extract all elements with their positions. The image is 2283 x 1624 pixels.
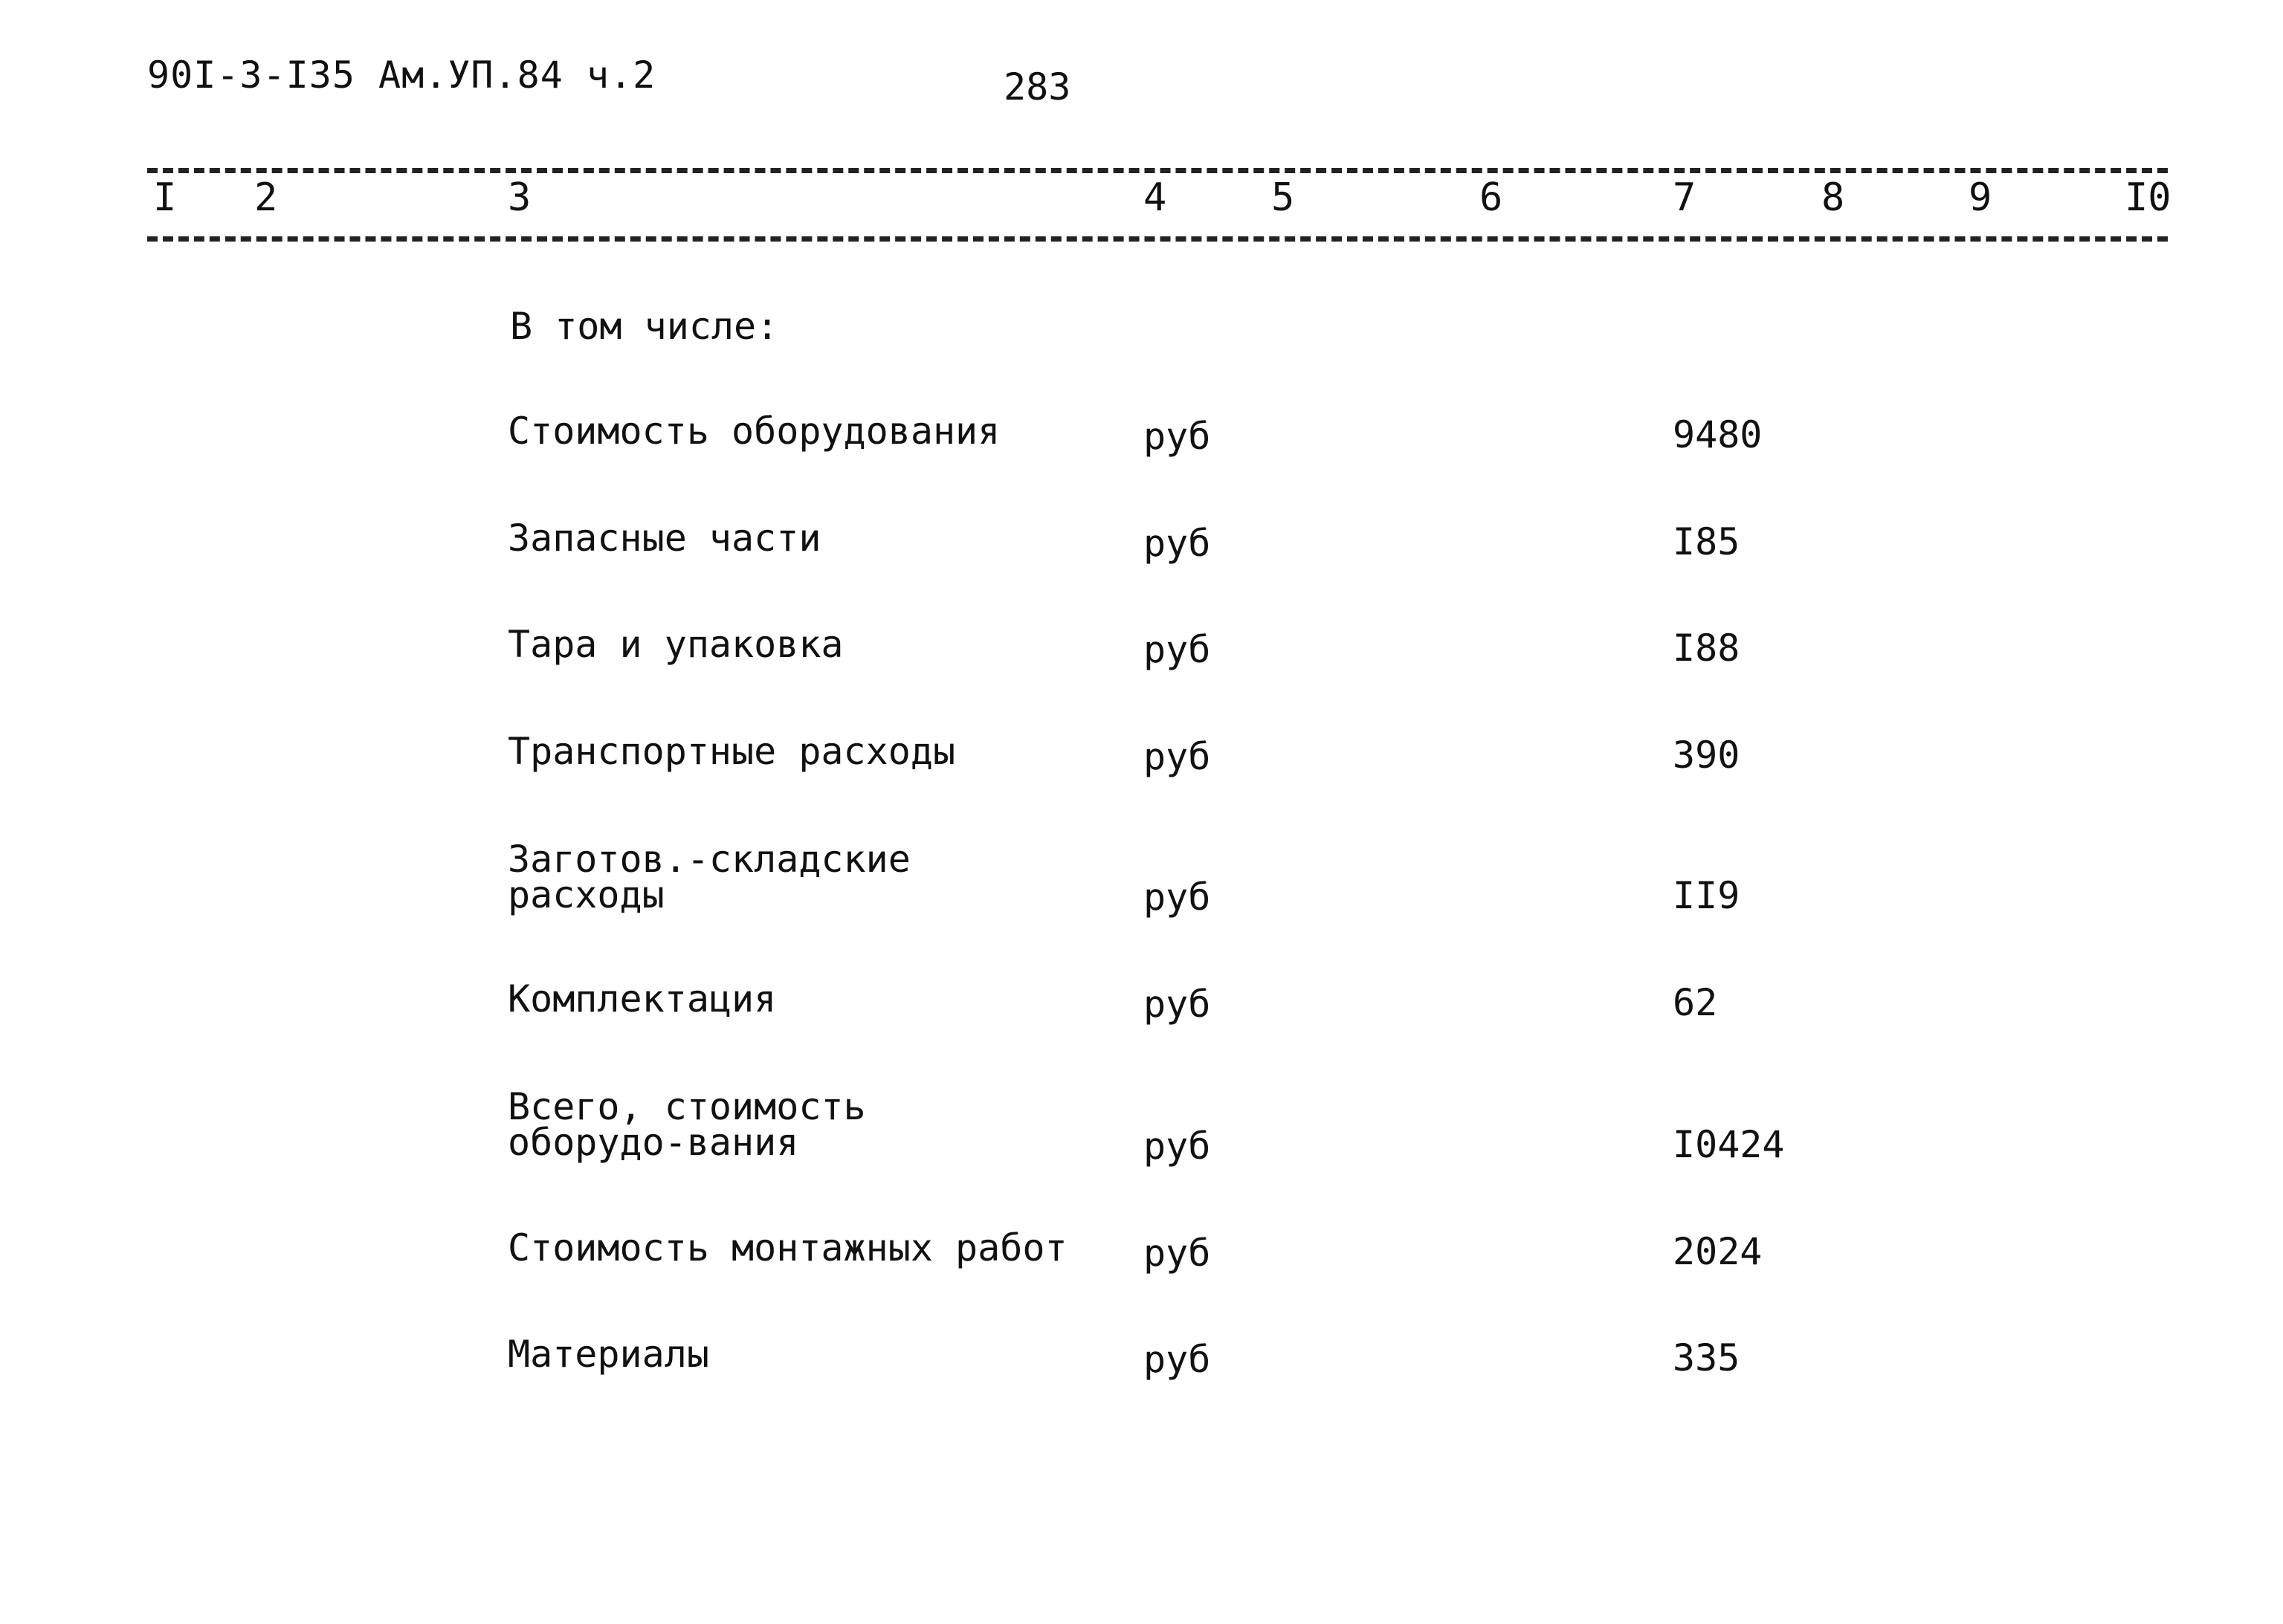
row-value: 2024	[1673, 1230, 1763, 1273]
row-label-procurement-storage: Заготов.-складские расходы	[508, 838, 911, 916]
document-code: 90I-3-I35 Ам.УП.84 ч.2	[147, 54, 656, 97]
row-unit: руб	[1143, 522, 1211, 565]
row-value: I88	[1673, 627, 1740, 670]
row-label-completion: Комплектация	[508, 977, 777, 1020]
row-unit: руб	[1143, 1125, 1211, 1168]
row-label-packaging: Тара и упаковка	[508, 623, 844, 666]
row-value: 9480	[1673, 413, 1763, 456]
row-value: 62	[1673, 981, 1718, 1024]
row-label-materials: Материалы	[508, 1333, 709, 1376]
row-label-total-equipment: Всего, стоимость оборудо-вания	[508, 1085, 866, 1164]
column-number-10: I0	[2125, 175, 2171, 220]
row-value: I85	[1673, 520, 1740, 563]
row-value: 390	[1673, 734, 1740, 777]
top-dashed-rule	[147, 168, 2168, 173]
column-number-3: 3	[508, 175, 532, 220]
section-title: В том числе:	[510, 305, 779, 348]
row-label-transport-costs: Транспортные расходы	[508, 730, 956, 773]
column-number-1: I	[153, 175, 177, 220]
column-number-5: 5	[1271, 175, 1295, 220]
page-number: 283	[1004, 65, 1071, 109]
row-label-equipment-cost: Стоимость оборудования	[508, 410, 1001, 453]
row-value: II9	[1673, 874, 1740, 917]
row-unit: руб	[1143, 876, 1211, 919]
row-label-spare-parts: Запасные части	[508, 517, 821, 560]
column-number-7: 7	[1673, 175, 1696, 220]
row-unit: руб	[1143, 735, 1211, 778]
column-number-6: 6	[1479, 175, 1503, 220]
column-number-4: 4	[1143, 175, 1167, 220]
column-number-9: 9	[1969, 175, 1992, 220]
column-number-2: 2	[254, 175, 278, 220]
row-unit: руб	[1143, 1232, 1211, 1275]
row-unit: руб	[1143, 415, 1211, 458]
column-number-8: 8	[1821, 175, 1845, 220]
row-value: 335	[1673, 1336, 1740, 1379]
row-unit: руб	[1143, 628, 1211, 671]
row-value: I0424	[1673, 1123, 1785, 1166]
row-unit: руб	[1143, 1338, 1211, 1381]
row-unit: руб	[1143, 983, 1211, 1026]
bottom-dashed-rule	[147, 236, 2168, 242]
row-label-installation-cost: Стоимость монтажных работ	[508, 1226, 1068, 1269]
